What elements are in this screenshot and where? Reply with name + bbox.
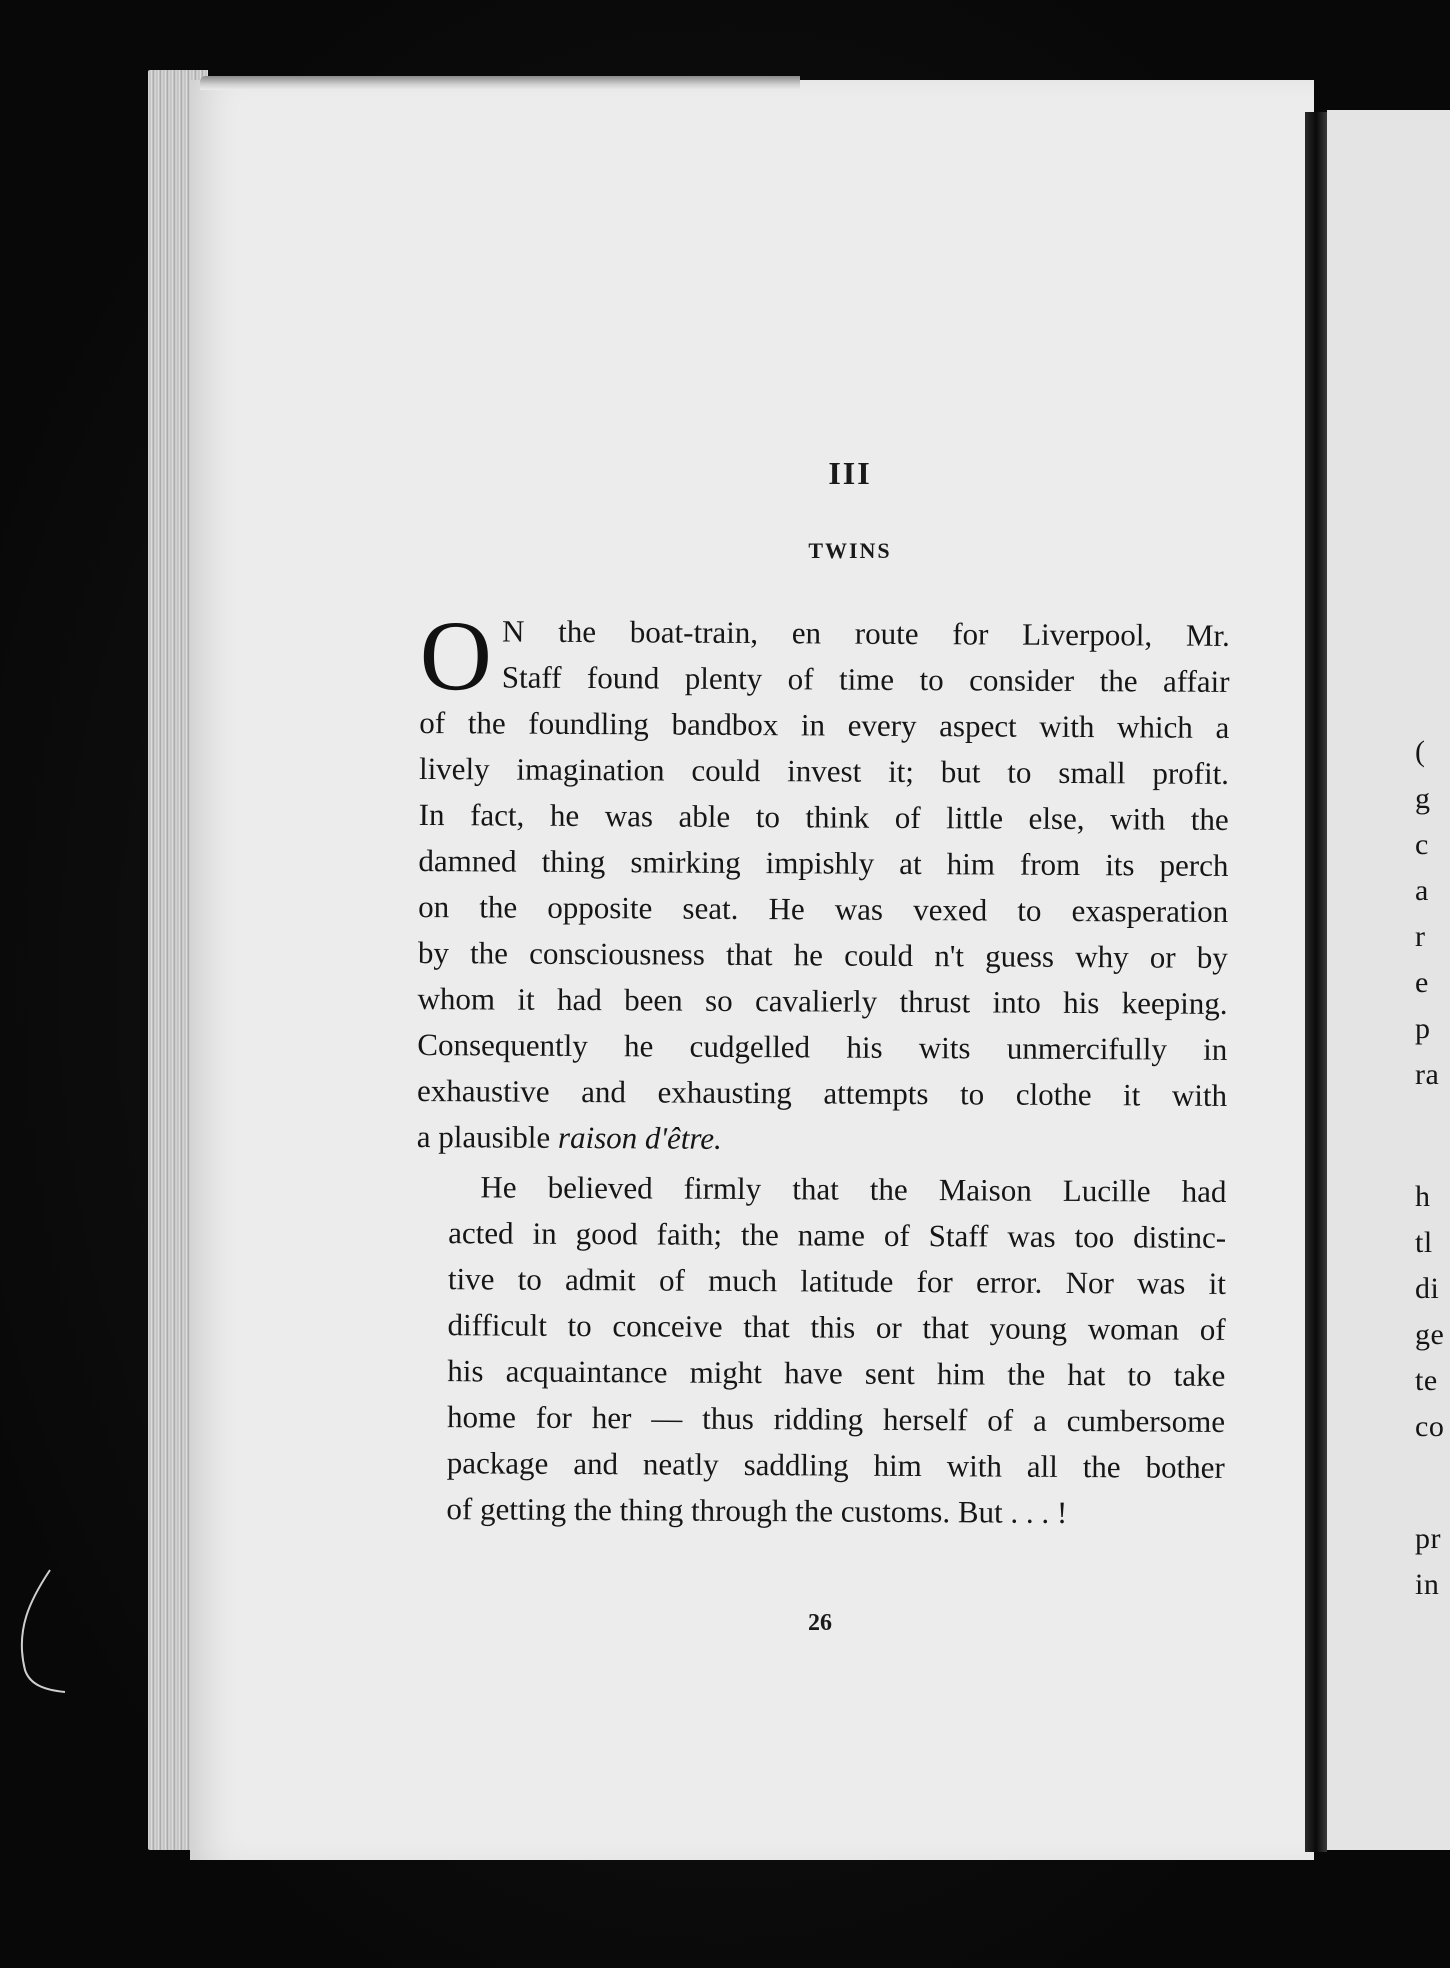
text-line: exhaustive and exhausting attempts to clothe it with	[416, 1072, 1228, 1113]
text-line: home for her — thus ridding herself of a cumbersome	[446, 1399, 1226, 1439]
text-line: tive to admit of much latitude for error. Nor was it	[447, 1261, 1226, 1301]
text-line: of the foundling bandbox in every aspect with which a	[419, 704, 1230, 745]
page-top-edge	[200, 76, 800, 90]
italic-phrase: raison d'être.	[557, 1119, 722, 1156]
text-line: by the consciousness that he could n't guess why or by	[417, 934, 1228, 975]
text-line: on the opposite seat. He was vexed to exasperation	[418, 888, 1229, 929]
text-line: acted in good faith; the name of Staff was too distinc-	[448, 1215, 1227, 1255]
right-page-fragment: r	[1415, 920, 1426, 953]
chapter-title: TWINS	[808, 538, 892, 563]
right-page-fragment: tl	[1415, 1226, 1433, 1259]
right-page-fragment: te	[1415, 1364, 1438, 1397]
text-segment: a plausible	[416, 1118, 559, 1155]
text-line	[417, 1114, 1227, 1165]
right-page-fragment: h	[1415, 1180, 1431, 1213]
text-line: his acquaintance might have sent him the hat to take	[447, 1353, 1226, 1393]
paragraph-2	[414, 1164, 1226, 1537]
right-page-fragment: co	[1415, 1410, 1445, 1443]
text-line: difficult to conceive that this or that young woman of	[447, 1307, 1226, 1347]
body-text	[414, 600, 1230, 1537]
text-line: lively imagination could invest it; but to small profit.	[418, 750, 1230, 791]
right-page-fragment: di	[1415, 1272, 1440, 1305]
chapter-number: III	[828, 455, 872, 491]
page-number: 26	[808, 1610, 832, 1636]
drop-cap: O	[419, 600, 493, 712]
text-line: He believed firmly that the Maison Lucille had	[480, 1169, 1227, 1209]
text-line: N the boat-train, en route for Liverpool, Mr.	[501, 613, 1230, 653]
right-page-fragment: p	[1415, 1012, 1431, 1045]
right-page-fragment: (	[1415, 735, 1426, 768]
text-line: whom it had been so cavalierly thrust into his keeping.	[417, 980, 1228, 1021]
right-page-fragment: in	[1415, 1568, 1440, 1601]
text-line: Staff found plenty of time to consider the affair	[501, 659, 1230, 699]
text-line: Consequently he cudgelled his wits unmercifully in	[417, 1026, 1228, 1067]
text-line: damned thing smirking impishly at him from its perch	[418, 842, 1229, 883]
right-page-fragment: e	[1415, 966, 1429, 999]
right-page-fragment: c	[1415, 828, 1429, 861]
margin-scribble	[10, 1560, 70, 1700]
right-page-fragment: pr	[1415, 1522, 1441, 1555]
right-page-fragment: ra	[1415, 1058, 1440, 1091]
right-page-fragment: g	[1415, 782, 1431, 815]
text-line: of getting the thing through the customs. But . . . !	[446, 1491, 1068, 1530]
right-page-fragment: a	[1415, 874, 1429, 907]
text-line: In fact, he was able to think of little else, with the	[418, 796, 1229, 837]
text-line: package and neatly saddling him with all the bother	[446, 1445, 1225, 1485]
paragraph-1	[416, 600, 1230, 1165]
right-page-fragment: ge	[1415, 1318, 1445, 1351]
book-gutter	[1305, 112, 1327, 1852]
